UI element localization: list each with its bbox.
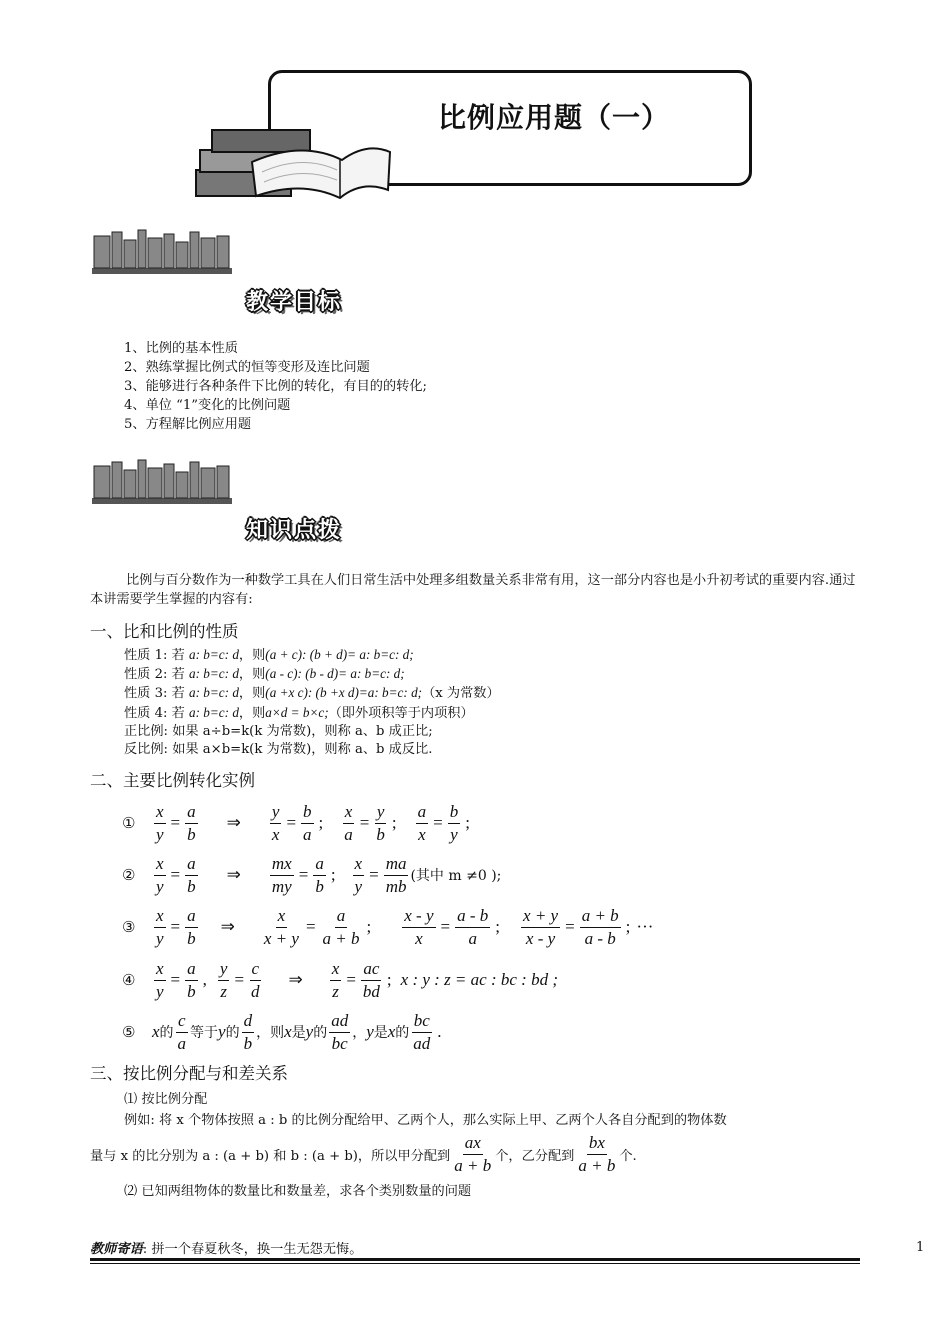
goal-item: 1、比例的基本性质 <box>124 341 238 356</box>
example-line-1: 例如: 将 x 个物体按照 a : b 的比例分配给甲、乙两个人，那么实际上甲、乙两个人各自分配到的物体数 <box>124 1113 727 1128</box>
math-row-4: ④ $\frac{x}{y}$ = $\frac{a}{b}$ , $\frac{y}{z}$ = $\frac{c}{d}$ ⇒ $\frac{x}{z}$ = $\frac{ac}{bd}$ ; x : y : z = ac : bc : bd ; <box>122 958 558 1001</box>
heading-conversions: 二、主要比例转化实例 <box>90 771 255 790</box>
math-row-3: ③ $\frac{x}{y}$ = $\frac{a}{b}$ ⇒ $\frac{x}{x + y}$ = $\frac{a}{a + b}$ ; $\frac{x - y}{x}$ = $\frac{a - b}{a}$ ; $\frac{x + y}{x - y}$ = $\frac{a + b}{a - b}$ ; ··· <box>122 905 654 948</box>
section-heading-knowledge: 知识点拨 <box>246 518 343 543</box>
goal-item: 5、方程解比例应用题 <box>124 417 252 432</box>
footer-divider <box>90 1258 860 1261</box>
subheading-proportional-distribution: ⑴ 按比例分配 <box>124 1092 208 1107</box>
math-note: (其中 m ≠0 ); <box>410 868 502 884</box>
property-4: 性质 4: 若 a: b=c: d，则a×d = b×c;（即外项积等于内项积） <box>124 704 474 721</box>
direct-proportion: 正比例: 如果 a÷b=k(k 为常数)，则称 a、b 成正比; <box>124 723 433 739</box>
heading-properties: 一、比和比例的性质 <box>90 622 239 641</box>
goal-item: 2、熟练掌握比例式的恒等变形及连比问题 <box>124 360 370 375</box>
books-icon <box>192 122 397 204</box>
footer-divider-thin <box>90 1263 860 1264</box>
page-title: 比例应用题（一） <box>438 101 671 134</box>
section-banner-icon <box>90 456 235 506</box>
properties-list <box>124 646 500 759</box>
math-row-2: ② $\frac{x}{y}$ = $\frac{a}{b}$ ⇒ $\frac{mx}{my}$ = $\frac{a}{b}$ ; $\frac{x}{y}$ = $\frac{ma}{mb}$ (其中 m ≠0 ); <box>122 853 502 896</box>
goal-item: 3、能够进行各种条件下比例的转化，有目的的转化; <box>124 379 427 394</box>
footer-label: 教师寄语 <box>90 1242 143 1257</box>
section-heading-goals: 教学目标 <box>246 290 343 315</box>
heading-distribution: 三、按比例分配与和差关系 <box>90 1064 288 1083</box>
intro-paragraph: 比例与百分数作为一种数学工具在人们日常生活中处理多组数量关系非常有用，这一部分内容也是小升初考试的重要内容.通过本讲需要学生掌握的内容有: <box>90 573 856 607</box>
page-number: 1 <box>916 1240 925 1255</box>
footer-quote: 教师寄语: 拼一个春夏秋冬，换一生无怨无悔。 <box>90 1242 363 1257</box>
subheading-ratio-difference: ⑵ 已知两组物体的数量比和数量差，求各个类别数量的问题 <box>124 1184 472 1199</box>
goal-list <box>124 339 427 434</box>
section-banner-icon <box>90 226 235 276</box>
property-3: 性质 3: 若 a: b=c: d，则(a +x c): (b +x d)=a: b=c: d;（x 为常数） <box>124 685 500 702</box>
math-row-5: ⑤ x 的 $\frac{c}{a}$ 等于 y 的 $\frac{d}{b}$ ，则 x 是 y 的 $\frac{ad}{bc}$ ， y 是 x 的 $\frac{bc}{ad}$ . <box>122 1010 442 1053</box>
goal-item: 4、单位 “1”变化的比例问题 <box>124 398 291 413</box>
example-line-2: 量与 x 的比分别为 a : (a + b) 和 b : (a + b)，所以甲分配到 $\frac{ax}{a + b}$ 个，乙分配到 $\frac{bx}{a + b}$ 个. <box>90 1133 637 1175</box>
footer-text: 拼一个春夏秋冬，换一生无怨无悔。 <box>151 1242 363 1257</box>
property-1: 性质 1: 若 a: b=c: d，则(a + c): (b + d)= a: b=c: d; <box>124 647 414 663</box>
property-2: 性质 2: 若 a: b=c: d，则(a - c): (b - d)= a: b=c: d; <box>124 666 405 683</box>
math-row-1: ① $\frac{x}{y}$ = $\frac{a}{b}$ ⇒ $\frac{y}{x}$ = $\frac{b}{a}$ ; $\frac{x}{a}$ = $\frac{y}{b}$ ; $\frac{a}{x}$ = $\frac{b}{y}$ ; <box>122 801 470 844</box>
inverse-proportion: 反比例: 如果 a×b=k(k 为常数)，则称 a、b 成反比. <box>124 742 433 758</box>
